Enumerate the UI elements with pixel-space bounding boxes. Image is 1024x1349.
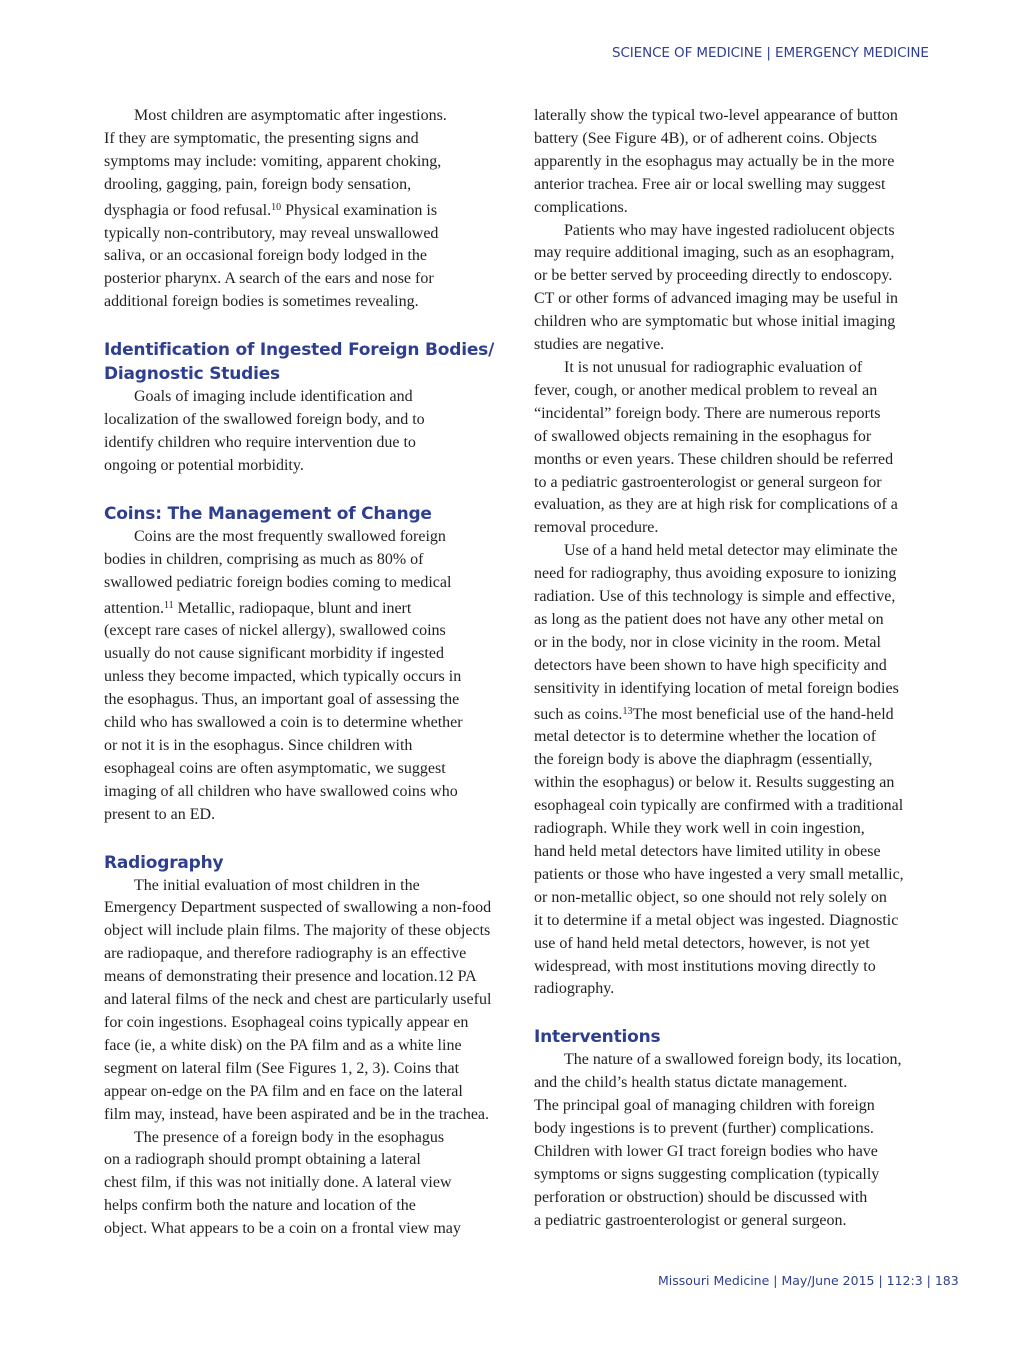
- citation-11[interactable]: 11: [163, 599, 174, 611]
- text-line: symptoms or signs suggesting complication (typically: [534, 1165, 880, 1183]
- section-gap: [104, 478, 514, 502]
- text-line: detectors have been shown to have high specificity and: [534, 656, 887, 674]
- text-line: present to an ED.: [104, 805, 216, 823]
- text-line: may require additional imaging, such as an esophagram,: [534, 244, 895, 262]
- text-line: or not it is in the esophagus. Since children with: [104, 736, 413, 754]
- running-footer: Missouri Medicine | May/June 2015 | 112:3 | 183: [658, 1273, 959, 1288]
- text-line: [534, 701, 944, 727]
- heading-line: Identification of Ingested Foreign Bodies/: [104, 340, 495, 361]
- citation-10[interactable]: 10: [271, 201, 282, 213]
- text-line: segment on lateral film (See Figures 1, 2, 3). Coins that: [104, 1059, 460, 1077]
- text-line: The principal goal of managing children with foreign: [534, 1097, 875, 1115]
- text-line: a pediatric gastroenterologist or general surgeon.: [534, 1211, 847, 1229]
- text-line: body ingestions is to prevent (further) complications.: [534, 1120, 874, 1138]
- text-run: Physical examination is: [281, 201, 438, 219]
- text-line: fever, cough, or another medical problem to reveal an: [534, 381, 878, 399]
- text-line: object will include plain films. The majority of these objects: [104, 922, 491, 940]
- text-line: radiograph. While they work well in coin ingestion,: [534, 820, 865, 838]
- text-line: helps confirm both the nature and location of the: [104, 1197, 416, 1215]
- paragraph-incidental: [534, 357, 944, 540]
- text-line: If they are symptomatic, the presenting signs and: [104, 129, 419, 147]
- text-line: removal procedure.: [534, 519, 659, 537]
- text-line: sensitivity in identifying location of metal foreign bodies: [534, 679, 899, 697]
- section-heading-coins: Coins: The Management of Change: [104, 503, 432, 524]
- text-line: and the child’s health status dictate management.: [534, 1074, 848, 1092]
- text-line: face (ie, a white disk) on the PA film and as a white line: [104, 1036, 462, 1054]
- text-line: Emergency Department suspected of swallowing a non-food: [104, 899, 492, 917]
- text-line: Patients who may have ingested radiolucent objects: [564, 221, 895, 239]
- text-line: film may, instead, have been aspirated and be in the trachea.: [104, 1105, 490, 1123]
- text-line: child who has swallowed a coin is to determine whether: [104, 714, 463, 732]
- paragraph-symptoms: [104, 105, 514, 314]
- text-line: CT or other forms of advanced imaging may be useful in: [534, 290, 899, 308]
- section-heading-identification: [104, 338, 514, 386]
- text-line: means of demonstrating their presence and location.12 PA: [104, 968, 477, 986]
- text-line: and lateral films of the neck and chest are particularly useful: [104, 991, 492, 1009]
- paragraph-lateral-view: [104, 1127, 514, 1242]
- text-line: widespread, with most institutions moving directly to: [534, 957, 876, 975]
- text-line: radiography.: [534, 980, 615, 998]
- text-line: apparently in the esophagus may actually be in the more: [534, 152, 895, 170]
- paragraph-interventions: [534, 1049, 944, 1232]
- text-line: the foreign body is above the diaphragm (essentially,: [534, 751, 873, 769]
- text-line: appear on-edge on the PA film and en face on the lateral: [104, 1082, 463, 1100]
- text-line: ongoing or potential morbidity.: [104, 456, 304, 474]
- text-line: Coins are the most frequently swallowed foreign: [134, 527, 446, 545]
- text-run: attention.: [104, 599, 164, 617]
- text-line: battery (See Figure 4B), or of adherent coins. Objects: [534, 129, 878, 147]
- text-line: The presence of a foreign body in the esophagus: [134, 1128, 445, 1146]
- citation-13[interactable]: 13: [622, 705, 633, 717]
- text-line: esophageal coins are often asymptomatic, we suggest: [104, 759, 446, 777]
- text-line: evaluation, as they are at high risk for complications of a: [534, 496, 898, 514]
- text-line: drooling, gagging, pain, foreign body sensation,: [104, 175, 412, 193]
- text-line: to a pediatric gastroenterologist or general surgeon for: [534, 473, 882, 491]
- text-run: dysphagia or food refusal.: [104, 201, 272, 219]
- heading-line: Diagnostic Studies: [104, 364, 280, 385]
- text-line: bodies in children, comprising as much as 80% of: [104, 550, 424, 568]
- right-column: [534, 105, 944, 1233]
- section-gap: [104, 827, 514, 851]
- text-line: on a radiograph should prompt obtaining a lateral: [104, 1151, 421, 1169]
- paragraph-continued: [534, 105, 944, 220]
- text-line: the esophagus. Thus, an important goal of assessing the: [104, 691, 460, 709]
- text-line: Children with lower GI tract foreign bodies who have: [534, 1142, 878, 1160]
- text-line: “incidental” foreign body. There are numerous reports: [534, 404, 881, 422]
- running-header: SCIENCE OF MEDICINE | EMERGENCY MEDICINE: [612, 45, 929, 61]
- text-line: imaging of all children who have swallowed coins who: [104, 782, 458, 800]
- text-line: as long as the patient does not have any other metal on: [534, 610, 884, 628]
- text-line: metal detector is to determine whether the location of: [534, 728, 877, 746]
- text-run: such as coins.: [534, 705, 623, 723]
- text-line: months or even years. These children should be referred: [534, 450, 894, 468]
- text-line: for coin ingestions. Esophageal coins typically appear en: [104, 1014, 469, 1031]
- text-line: anterior trachea. Free air or local swelling may suggest: [534, 175, 886, 193]
- text-line: esophageal coin typically are confirmed with a traditional: [534, 797, 904, 815]
- text-line: [104, 197, 514, 223]
- text-line: saliva, or an occasional foreign body lodged in the: [104, 247, 428, 265]
- text-line: object. What appears to be a coin on a frontal view may: [104, 1220, 461, 1238]
- text-line: identify children who require intervention due to: [104, 433, 416, 451]
- paragraph-imaging-goals: [104, 386, 514, 478]
- paragraph-coins: [104, 526, 514, 827]
- text-line: hand held metal detectors have limited utility in obese: [534, 843, 881, 860]
- section-heading-interventions: Interventions: [534, 1027, 661, 1048]
- text-line: within the esophagus) or below it. Results suggesting an: [534, 774, 895, 792]
- text-line: unless they become impacted, which typically occurs in: [104, 668, 462, 686]
- section-heading-radiography: Radiography: [104, 852, 224, 873]
- text-line: or in the body, nor in close vicinity in the room. Metal: [534, 633, 881, 651]
- text-line: complications.: [534, 198, 628, 216]
- text-line: or be better served by proceeding directly to endoscopy.: [534, 267, 893, 285]
- text-line: or non-metallic object, so one should not rely solely on: [534, 888, 887, 906]
- text-line: Most children are asymptomatic after ingestions.: [134, 107, 447, 124]
- text-line: It is not unusual for radiographic evaluation of: [564, 358, 863, 376]
- text-line: radiation. Use of this technology is simple and effective,: [534, 588, 896, 606]
- text-line: chest film, if this was not initially done. A lateral view: [104, 1174, 452, 1192]
- section-gap: [534, 1001, 944, 1025]
- text-line: of swallowed objects remaining in the esophagus for: [534, 427, 872, 445]
- text-line: perforation or obstruction) should be discussed with: [534, 1188, 868, 1206]
- paragraph-radiolucent: [534, 220, 944, 357]
- text-line: typically non-contributory, may reveal unswallowed: [104, 224, 439, 242]
- text-run: Metallic, radiopaque, blunt and inert: [173, 599, 412, 617]
- text-run: The most beneficial use of the hand-held: [632, 705, 894, 723]
- text-line: swallowed pediatric foreign bodies coming to medical: [104, 573, 452, 591]
- text-line: The nature of a swallowed foreign body, its location,: [564, 1051, 902, 1069]
- text-line: usually do not cause significant morbidity if ingested: [104, 645, 444, 663]
- text-line: symptoms may include: vomiting, apparent choking,: [104, 152, 442, 170]
- text-line: (except rare cases of nickel allergy), swallowed coins: [104, 622, 446, 640]
- text-line: it to determine if a metal object was ingested. Diagnostic: [534, 911, 899, 929]
- text-line: localization of the swallowed foreign body, and to: [104, 411, 425, 429]
- text-line: additional foreign bodies is sometimes revealing.: [104, 293, 419, 311]
- text-line: Goals of imaging include identification and: [134, 388, 413, 406]
- text-line: patients or those who have ingested a very small metallic,: [534, 865, 904, 883]
- text-line: children who are symptomatic but whose initial imaging: [534, 313, 896, 331]
- paragraph-radiography: [104, 875, 514, 1127]
- text-line: posterior pharynx. A search of the ears and nose for: [104, 270, 434, 288]
- paragraph-metal-detector: [534, 540, 944, 1001]
- text-line: The initial evaluation of most children in the: [134, 876, 420, 894]
- section-gap: [104, 314, 514, 338]
- text-line: [104, 595, 514, 621]
- text-line: Use of a hand held metal detector may eliminate the: [564, 542, 898, 560]
- text-line: are radiopaque, and therefore radiography is an effective: [104, 945, 467, 963]
- text-line: need for radiography, thus avoiding exposure to ionizing: [534, 565, 897, 583]
- text-line: use of hand held metal detectors, however, is not yet: [534, 934, 870, 952]
- text-line: studies are negative.: [534, 336, 665, 354]
- left-column: [104, 105, 514, 1241]
- text-line: laterally show the typical two-level appearance of button: [534, 107, 898, 124]
